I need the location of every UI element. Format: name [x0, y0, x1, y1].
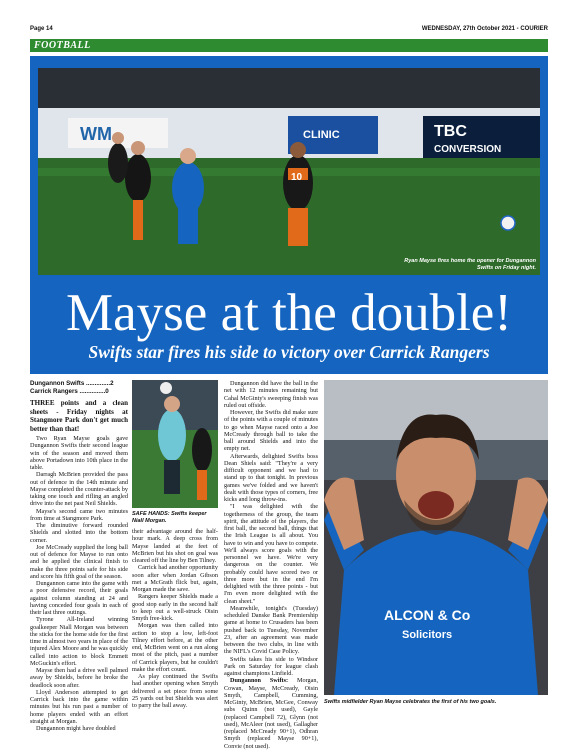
headline: Mayse at the double! [66, 284, 512, 342]
lineup [224, 677, 318, 750]
paragraph: Mayse then had a drive well palmed away by Shields, before he broke the deadlock soon after. [30, 667, 128, 689]
score-line-away: Carrick Rangers ...............0 [30, 387, 109, 395]
paragraph: Carrick had another opportunity soon after when Jordan Gibson met a McGrath flick but, again, Morgan made the save. [132, 564, 218, 593]
article-column-1 [30, 380, 128, 732]
paragraph: Afterwards, delighted Swifts boss Dean Shiels said: "They're a very difficult opponent and we had to stand up to that tonight. In previous games we've folded and we haven't dealt with those types of corners, free kicks and long throw-ins. [224, 452, 318, 503]
paragraph: Mayse's second came two minutes from time at Stangmore Park. [30, 507, 128, 522]
paragraph: Meanwhile, tonight's (Tuesday) scheduled Danske Bank Premiership game at home to Crusaders has been pushed back to Tuesday, November 23, after an agreement was made between the two clubs, in line with the NIFL's Covid Case Policy. [224, 604, 318, 656]
player-shirt-number: 10 [291, 172, 303, 183]
ad-board-tbc: TBC [434, 123, 467, 140]
svg-text:WM: WM [80, 124, 112, 144]
paragraph: As play continued the Swifts had another opening when Smyth delivered a set piece from some 25 yards out but Shields was alert to parry the ball away. [132, 673, 218, 709]
paragraph: Rangers keeper Shields made a good stop early in the second half to keep out a well-struck Oisin Smyth free-kick. [132, 593, 218, 622]
paragraph: However, the Swifts did make sure of the points with a couple of minutes to go when Mayse raced onto a Joe McCready through ball to take the ball around Shields and into the empty net. [224, 409, 318, 453]
lineup-text: Morgan, Cowan, Mayse, McCready, Oisin Smyth, Campbell, Cumming, McGinty, McBrien, McGee, Conway subs Quinn (not used), Gayle (replaced Campbell 72), Glynn (not used), McAleer (not used), Gallagher (replaced McCready 90+1), Odhran Smyth (replaced Mayse 90+1), Convie (not used). [224, 677, 318, 750]
article-intro: THREE points and a clean sheets - Friday nights at Stangmore Park don't get much better than that! [30, 399, 128, 433]
subheadline: Swifts star fires his side to victory over Carrick Rangers [88, 342, 490, 362]
keeper-photo-caption: SAFE HANDS: Swifts keeper Niall Morgan. [132, 511, 207, 524]
paragraph: their advantage around the half-hour mark. A deep cross from Mayse landed at the feet of McBrien but his shot on goal was cleared off the line by Ben Tilney. [132, 528, 218, 564]
paragraph: Dungannon did have the ball in the net with 12 minutes remaining but Cahal McGinty's sweeping finish was ruled out offside. [224, 380, 318, 409]
paragraph: Darragh McBrien provided the pass out of defence in the 14th minute and Mayse completed the counter-attack by taking one touch and rifling an angled drive into the net past Neil Shields. [30, 471, 128, 508]
page-number: Page 14 [30, 26, 53, 32]
ad-board-clinic: CLINIC [303, 129, 340, 141]
edition-date: WEDNESDAY, 27th October 2021 - COURIER [421, 26, 548, 32]
ad-board-conversion: CONVERSION [434, 144, 502, 155]
main-photo-caption: Ryan Mayse fires home the opener for Dungannon Swifts on Friday night. [404, 258, 536, 271]
paragraph: Tyrone All-Ireland winning goalkeeper Niall Morgan was between the sticks for the home side for the first time in almost two years in place of the injured Alex Moore and he was quickly called into action to block Emmett McGuckin's effort. [30, 616, 128, 667]
paragraph: Joe McCready supplied the long ball out of defence for Mayse to run onto and he applied the clinical finish to make the three points safe for his side and score his fifth goal of the season. [30, 543, 128, 580]
section-title: FOOTBALL [34, 40, 91, 51]
keeper-photo [132, 380, 218, 508]
paragraph: Lloyd Anderson attempted to get Carrick back into the game within minutes but his run past a number of home players ended with an effort straight at Morgan. [30, 688, 128, 725]
shirt-sponsor-sub: Solicitors [402, 629, 453, 641]
page-header [30, 24, 548, 34]
main-match-photo [38, 68, 540, 275]
lineup-label: Dungannon Swifts: [230, 677, 289, 685]
paragraph: Dungannon might have doubled [36, 725, 116, 732]
paragraph: Dungannon came into the game with a poor defensive record, their goals against column standing at 24 and having conceded four goals in each of their last three outings. [30, 580, 128, 616]
shirt-sponsor: ALCON & Co [384, 607, 471, 623]
paragraph: Swifts takes his side to Windsor Park on Saturday for league clash against champions Linfield. [224, 655, 318, 677]
paragraph: Two Ryan Mayse goals gave Dungannon Swifts their second league win of the season and moved them above Portadown into 10th place in the table. [30, 435, 128, 471]
score-line-home: Dungannon Swifts ..............2 [30, 380, 114, 387]
mayse-photo-caption: Swifts midfielder Ryan Mayse celebrates the first of his two goals. [324, 699, 497, 705]
article-column-2 [132, 528, 218, 709]
paragraph: The diminutive forward rounded Shields and slotted into the bottom corner. [30, 522, 128, 544]
paragraph: "I was delighted with the togetherness of the group, the team spirit, the attitude of the players, the first ball, the second ball, things that the Irish League is all about. You have to win and you have to compete. We'll always score goals with the personnel we have. We're very dangerous on the counter. We probably could have scored two or three more but in the end I'm delighted with the three points - but I'm even more delighted with the clean sheet." [224, 503, 318, 605]
mayse-celebration-photo [324, 380, 548, 695]
section-banner [30, 39, 548, 52]
article-column-3 [224, 380, 318, 750]
paragraph: Morgan was then called into action to stop a low, left-foot Tilney effort before, at the other end, McBrien went on a run along most of the pitch, past a number of Carrick players, but he couldn't make the effort count. [132, 622, 218, 673]
